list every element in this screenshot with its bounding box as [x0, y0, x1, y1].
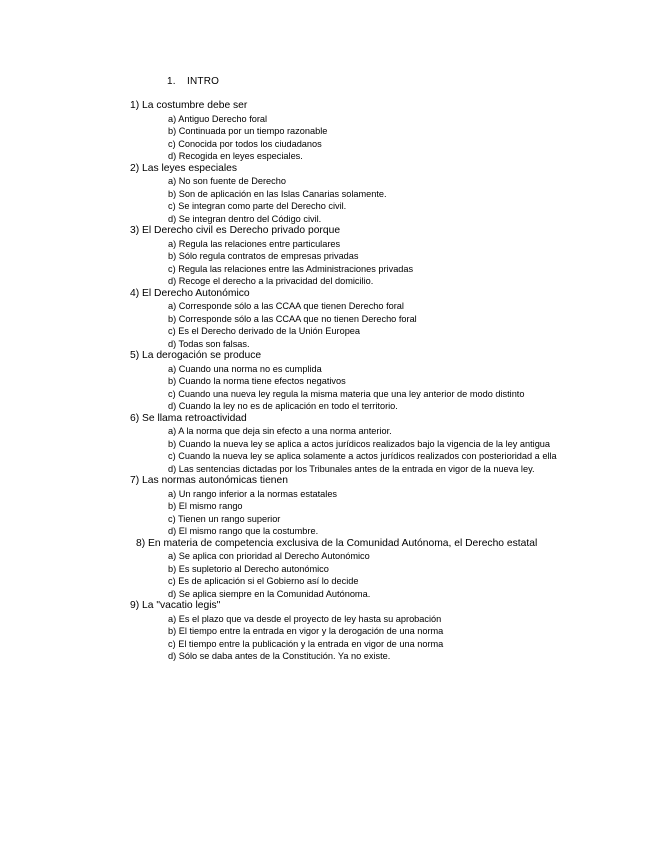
option-c: c) Es de aplicación si el Gobierno así lo decide: [168, 576, 359, 586]
question-list: [130, 100, 565, 663]
section-heading: [167, 75, 219, 88]
option-d: d) Se integran dentro del Código civil.: [168, 213, 322, 224]
question-text: 3) El Derecho civil es Derecho privado porque: [130, 225, 341, 236]
section-title: INTRO: [187, 76, 220, 87]
question-text: 5) La derogación se produce: [130, 350, 262, 361]
question-2: [130, 163, 565, 226]
option-a: a) Un rango inferior a la normas estatales: [168, 488, 338, 499]
question-4: [130, 288, 565, 351]
option-c: c) Conocida por todos los ciudadanos: [168, 138, 322, 149]
option-d: d) El mismo rango que la costumbre.: [168, 526, 319, 536]
option-b: b) Es supletorio al Derecho autonómico: [168, 563, 329, 574]
question-text: 6) Se llama retroactividad: [130, 412, 247, 424]
option-a: a) Cuando una norma no es cumplida: [168, 363, 322, 374]
option-d: d) Las sentencias dictadas por los Tribunales antes de la entrada en vigor de la nueva ley.: [168, 463, 535, 474]
option-b: b) Cuando la norma tiene efectos negativos: [168, 376, 346, 386]
option-a: a) Regula las relaciones entre particulares: [168, 238, 341, 249]
question-6: [130, 413, 565, 476]
option-b: b) El tiempo entre la entrada en vigor y la derogación de una norma: [168, 626, 444, 636]
option-c: c) Tienen un rango superior: [168, 513, 281, 524]
option-a: a) Antiguo Derecho foral: [168, 113, 268, 124]
option-c: c) Regula las relaciones entre las Administraciones privadas: [168, 263, 414, 274]
question-1: [130, 100, 565, 163]
option-d: d) Todas son falsas.: [168, 338, 250, 349]
question-7: [130, 475, 565, 538]
option-b: b) Cuando la nueva ley se aplica a actos jurídicos realizados bajo la vigencia de la ley antigua: [168, 438, 551, 449]
question-5: [130, 350, 565, 413]
option-a: a) Se aplica con prioridad al Derecho Autonómico: [168, 551, 370, 561]
question-text: 7) Las normas autonómicas tienen: [130, 475, 288, 486]
question-9: [130, 600, 565, 663]
option-a: a) A la norma que deja sin efecto a una norma anterior.: [168, 426, 392, 436]
option-d: d) Sólo se daba antes de la Constitución. Ya no existe.: [168, 651, 391, 661]
option-c: c) Cuando una nueva ley regula la misma materia que una ley anterior de modo distinto: [168, 388, 525, 399]
question-text: 8) En materia de competencia exclusiva de la Comunidad Autónoma, el Derecho estatal: [136, 537, 538, 549]
option-a: a) Es el plazo que va desde el proyecto de ley hasta su aprobación: [168, 613, 442, 624]
question-text: 2) Las leyes especiales: [130, 162, 238, 174]
option-c: c) Es el Derecho derivado de la Unión Europea: [168, 326, 361, 336]
option-a: a) No son fuente de Derecho: [168, 176, 286, 186]
option-b: b) Sólo regula contratos de empresas privadas: [168, 251, 359, 261]
option-a: a) Corresponde sólo a las CCAA que tienen Derecho foral: [168, 301, 404, 311]
section-number: 1.: [167, 76, 176, 87]
option-b: b) Son de aplicación en las Islas Canarias solamente.: [168, 188, 387, 199]
question-3: [130, 225, 565, 288]
option-d: d) Cuando la ley no es de aplicación en todo el territorio.: [168, 401, 398, 411]
option-c: c) Cuando la nueva ley se aplica solamente a actos jurídicos realizados con posterioridad a ella: [168, 451, 557, 461]
option-b: b) Corresponde sólo a las CCAA que no tienen Derecho foral: [168, 313, 417, 324]
option-b: b) El mismo rango: [168, 501, 243, 511]
option-d: d) Se aplica siempre en la Comunidad Autónoma.: [168, 588, 371, 599]
option-c: c) Se integran como parte del Derecho civil.: [168, 201, 347, 211]
option-d: d) Recogida en leyes especiales.: [168, 151, 303, 161]
option-c: c) El tiempo entre la publicación y la entrada en vigor de una norma: [168, 638, 444, 649]
question-8: [130, 538, 565, 601]
option-d: d) Recoge el derecho a la privacidad del domicilio.: [168, 276, 374, 286]
question-text: 9) La "vacatio legis": [130, 600, 221, 611]
option-b: b) Continuada por un tiempo razonable: [168, 126, 328, 136]
question-text: 4) El Derecho Autonómico: [130, 287, 250, 299]
question-text: 1) La costumbre debe ser: [130, 100, 248, 111]
